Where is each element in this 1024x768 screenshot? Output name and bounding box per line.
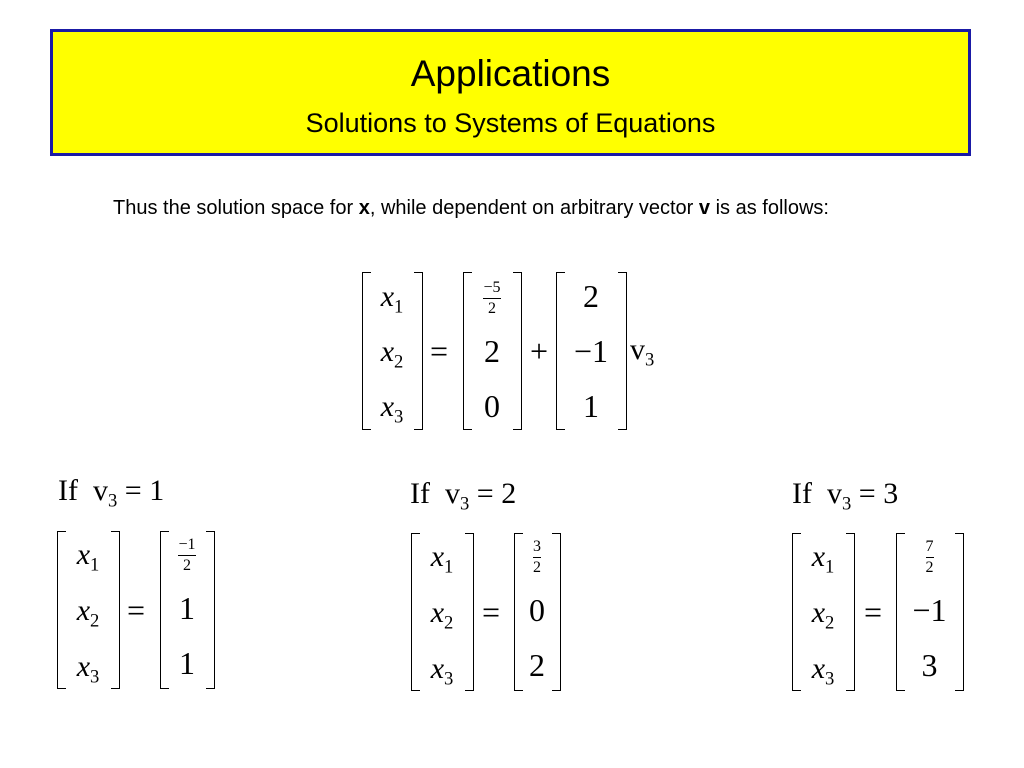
case-2-rhs-1: $\frac{3}{2}$ <box>533 538 541 576</box>
main-equals: = <box>430 333 449 369</box>
case-1-lhs-1: $x_1$ <box>76 538 100 576</box>
case-1-lhs-bracket-right <box>111 531 120 689</box>
case-1-lhs-3: $x_3$ <box>76 650 100 688</box>
main-lhs-1: $x_1$ <box>380 280 404 318</box>
main-direction-3: 1 <box>583 388 599 424</box>
case-2-rhs-bracket-right <box>552 533 561 691</box>
direction-bracket-right <box>618 272 627 430</box>
case-3-lhs-3: $x_3$ <box>811 652 835 690</box>
lhs-bracket-right <box>414 272 423 430</box>
case-3-rhs-3: 3 <box>921 647 938 683</box>
case-1-equals: = <box>127 592 146 628</box>
intro-bold-v: v <box>698 197 711 219</box>
case-3-lhs-1: $x_1$ <box>811 540 835 578</box>
main-direction-1: 2 <box>583 278 599 314</box>
direction-bracket-left <box>556 272 565 430</box>
intro-text <box>113 195 933 221</box>
case-2-equals: = <box>482 594 501 630</box>
case-1-rhs-2: 1 <box>179 590 195 626</box>
lhs-bracket-left <box>362 272 371 430</box>
main-param: $v_3$ <box>630 333 655 371</box>
case-1-rhs-bracket-right <box>206 531 215 689</box>
case-3-rhs-1: $\frac{7}{2}$ <box>925 538 934 576</box>
case-2-condition: If $v_3 = 2$ <box>410 477 517 515</box>
case-3-rhs-2: −1 <box>912 592 947 628</box>
case-3-equals: = <box>864 594 883 630</box>
intro-part1: Thus the solution space for <box>113 197 359 219</box>
slide-title: Applications <box>410 53 611 94</box>
case-3-rhs-bracket-right <box>955 533 964 691</box>
intro-part2: , while dependent on arbitrary vector <box>369 197 699 219</box>
case-2-rhs-2: 0 <box>529 592 545 628</box>
case-2-rhs-3: 2 <box>529 647 545 683</box>
intro-part3: is as follows: <box>710 197 829 219</box>
case-1-condition: If $v_3 = 1$ <box>58 474 165 512</box>
case-2-lhs-1: $x_1$ <box>430 540 454 578</box>
main-particular-2: 2 <box>484 333 500 369</box>
main-direction-2: −1 <box>573 333 609 369</box>
particular-bracket-left <box>463 272 472 430</box>
case-2-lhs-2: $x_2$ <box>430 596 454 634</box>
main-particular-1: $\frac{-5}{2}$ <box>483 279 501 317</box>
case-3-lhs-bracket-right <box>846 533 855 691</box>
case-1-lhs-2: $x_2$ <box>76 594 100 632</box>
case-3-condition: If $v_3 = 3$ <box>792 477 899 515</box>
case-3-lhs-2: $x_2$ <box>811 596 835 634</box>
slide-subtitle: Solutions to Systems of Equations <box>305 108 716 138</box>
case-2-lhs-bracket-right <box>465 533 474 691</box>
particular-bracket-right <box>513 272 522 430</box>
main-plus: + <box>530 333 549 369</box>
title-box <box>50 29 971 156</box>
main-lhs-3: $x_3$ <box>380 390 404 428</box>
main-particular-3: 0 <box>484 388 500 424</box>
intro-bold-x: x <box>358 197 370 219</box>
case-1-rhs-3: 1 <box>179 645 195 681</box>
main-lhs-2: $x_2$ <box>380 335 404 373</box>
case-2-lhs-3: $x_3$ <box>430 652 454 690</box>
case-1-rhs-1: $\frac{-1}{2}$ <box>178 536 196 574</box>
